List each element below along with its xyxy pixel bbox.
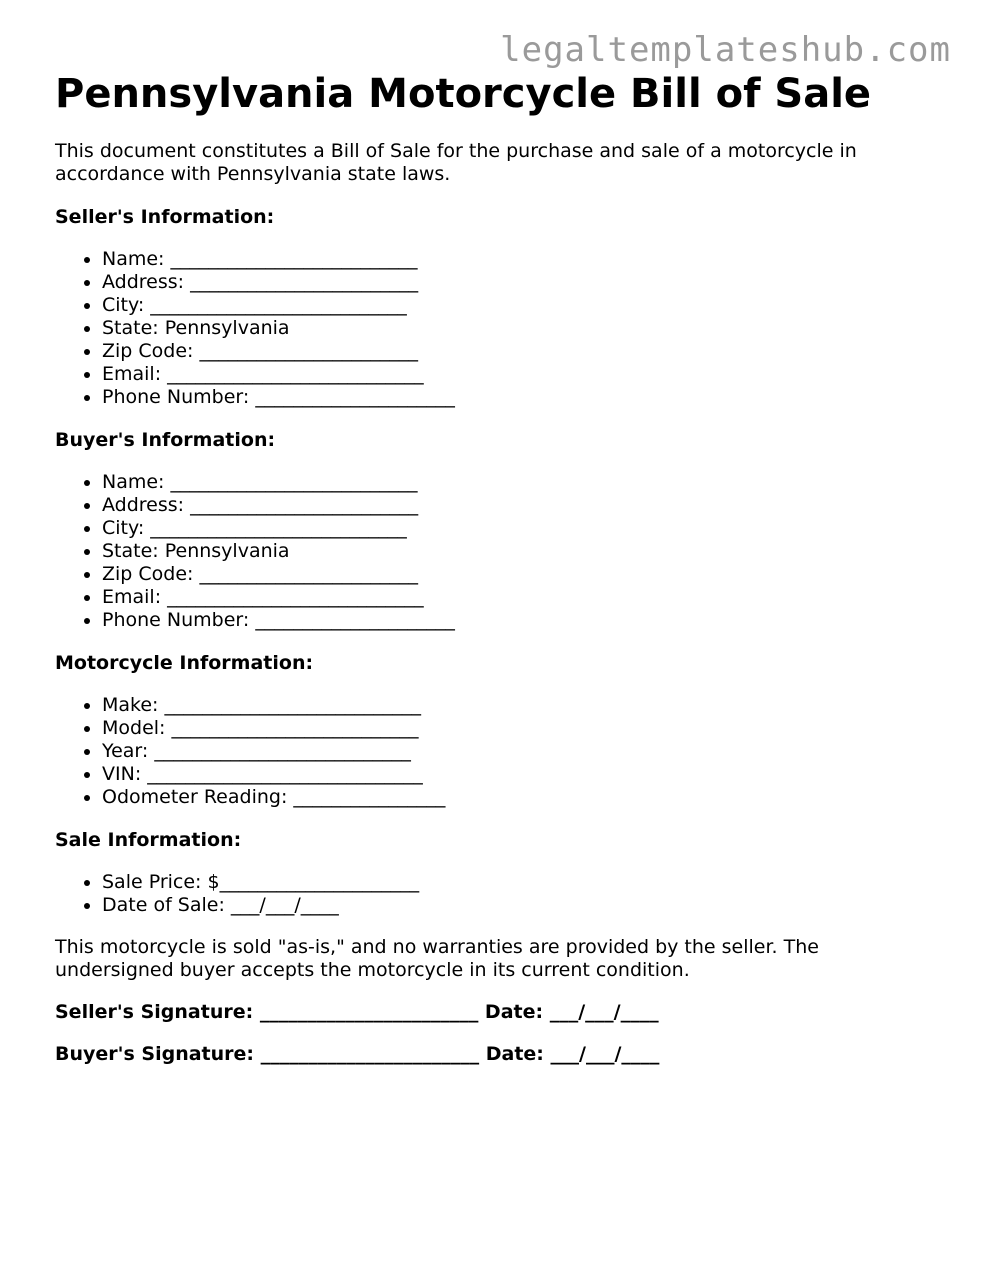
motorcycle-make-field[interactable]: • Make: ___________________________ <box>102 694 935 717</box>
seller-state-field: • State: Pennsylvania <box>102 317 935 340</box>
buyer-signature-line[interactable]: Buyer's Signature: _______________________ Date: ___/___/____ <box>55 1043 660 1065</box>
page-title: Pennsylvania Motorcycle Bill of Sale <box>55 71 872 117</box>
buyer-phone-field[interactable]: • Phone Number: _____________________ <box>102 609 935 632</box>
seller-list <box>55 248 935 409</box>
buyer-email-field[interactable]: • Email: ___________________________ <box>102 586 935 609</box>
motorcycle-model-field[interactable]: • Model: __________________________ <box>102 717 935 740</box>
sale-date-field[interactable]: • Date of Sale: ___/___/____ <box>102 894 935 917</box>
watermark: legaltemplateshub.com <box>500 30 951 70</box>
seller-zip-field[interactable]: • Zip Code: _______________________ <box>102 340 935 363</box>
motorcycle-vin-field[interactable]: • VIN: _____________________________ <box>102 763 935 786</box>
buyer-zip-field[interactable]: • Zip Code: _______________________ <box>102 563 935 586</box>
seller-heading: Seller's Information: <box>55 206 275 228</box>
buyer-list <box>55 471 935 632</box>
sale-price-field[interactable]: • Sale Price: $_____________________ <box>102 871 935 894</box>
buyer-state-field: • State: Pennsylvania <box>102 540 935 563</box>
document-body <box>55 70 935 1066</box>
buyer-heading: Buyer's Information: <box>55 429 276 451</box>
motorcycle-heading: Motorcycle Information: <box>55 652 314 674</box>
motorcycle-year-field[interactable]: • Year: ___________________________ <box>102 740 935 763</box>
seller-email-field[interactable]: • Email: ___________________________ <box>102 363 935 386</box>
motorcycle-odometer-field[interactable]: • Odometer Reading: ________________ <box>102 786 935 809</box>
intro-paragraph: This document constitutes a Bill of Sale for the purchase and sale of a motorcycle in accordance with Pennsylvania state laws. <box>55 140 857 185</box>
sale-heading: Sale Information: <box>55 829 242 851</box>
as-is-note: This motorcycle is sold "as-is," and no warranties are provided by the seller. The undersigned buyer accepts the motorcycle in its current condition. <box>55 936 819 981</box>
seller-name-field[interactable]: • Name: __________________________ <box>102 248 935 271</box>
motorcycle-list <box>55 694 935 809</box>
seller-city-field[interactable]: • City: ___________________________ <box>102 294 935 317</box>
seller-address-field[interactable]: • Address: ________________________ <box>102 271 935 294</box>
buyer-city-field[interactable]: • City: ___________________________ <box>102 517 935 540</box>
buyer-address-field[interactable]: • Address: ________________________ <box>102 494 935 517</box>
seller-phone-field[interactable]: • Phone Number: _____________________ <box>102 386 935 409</box>
sale-list <box>55 871 935 917</box>
buyer-name-field[interactable]: • Name: __________________________ <box>102 471 935 494</box>
seller-signature-line[interactable]: Seller's Signature: _______________________ Date: ___/___/____ <box>55 1001 659 1023</box>
